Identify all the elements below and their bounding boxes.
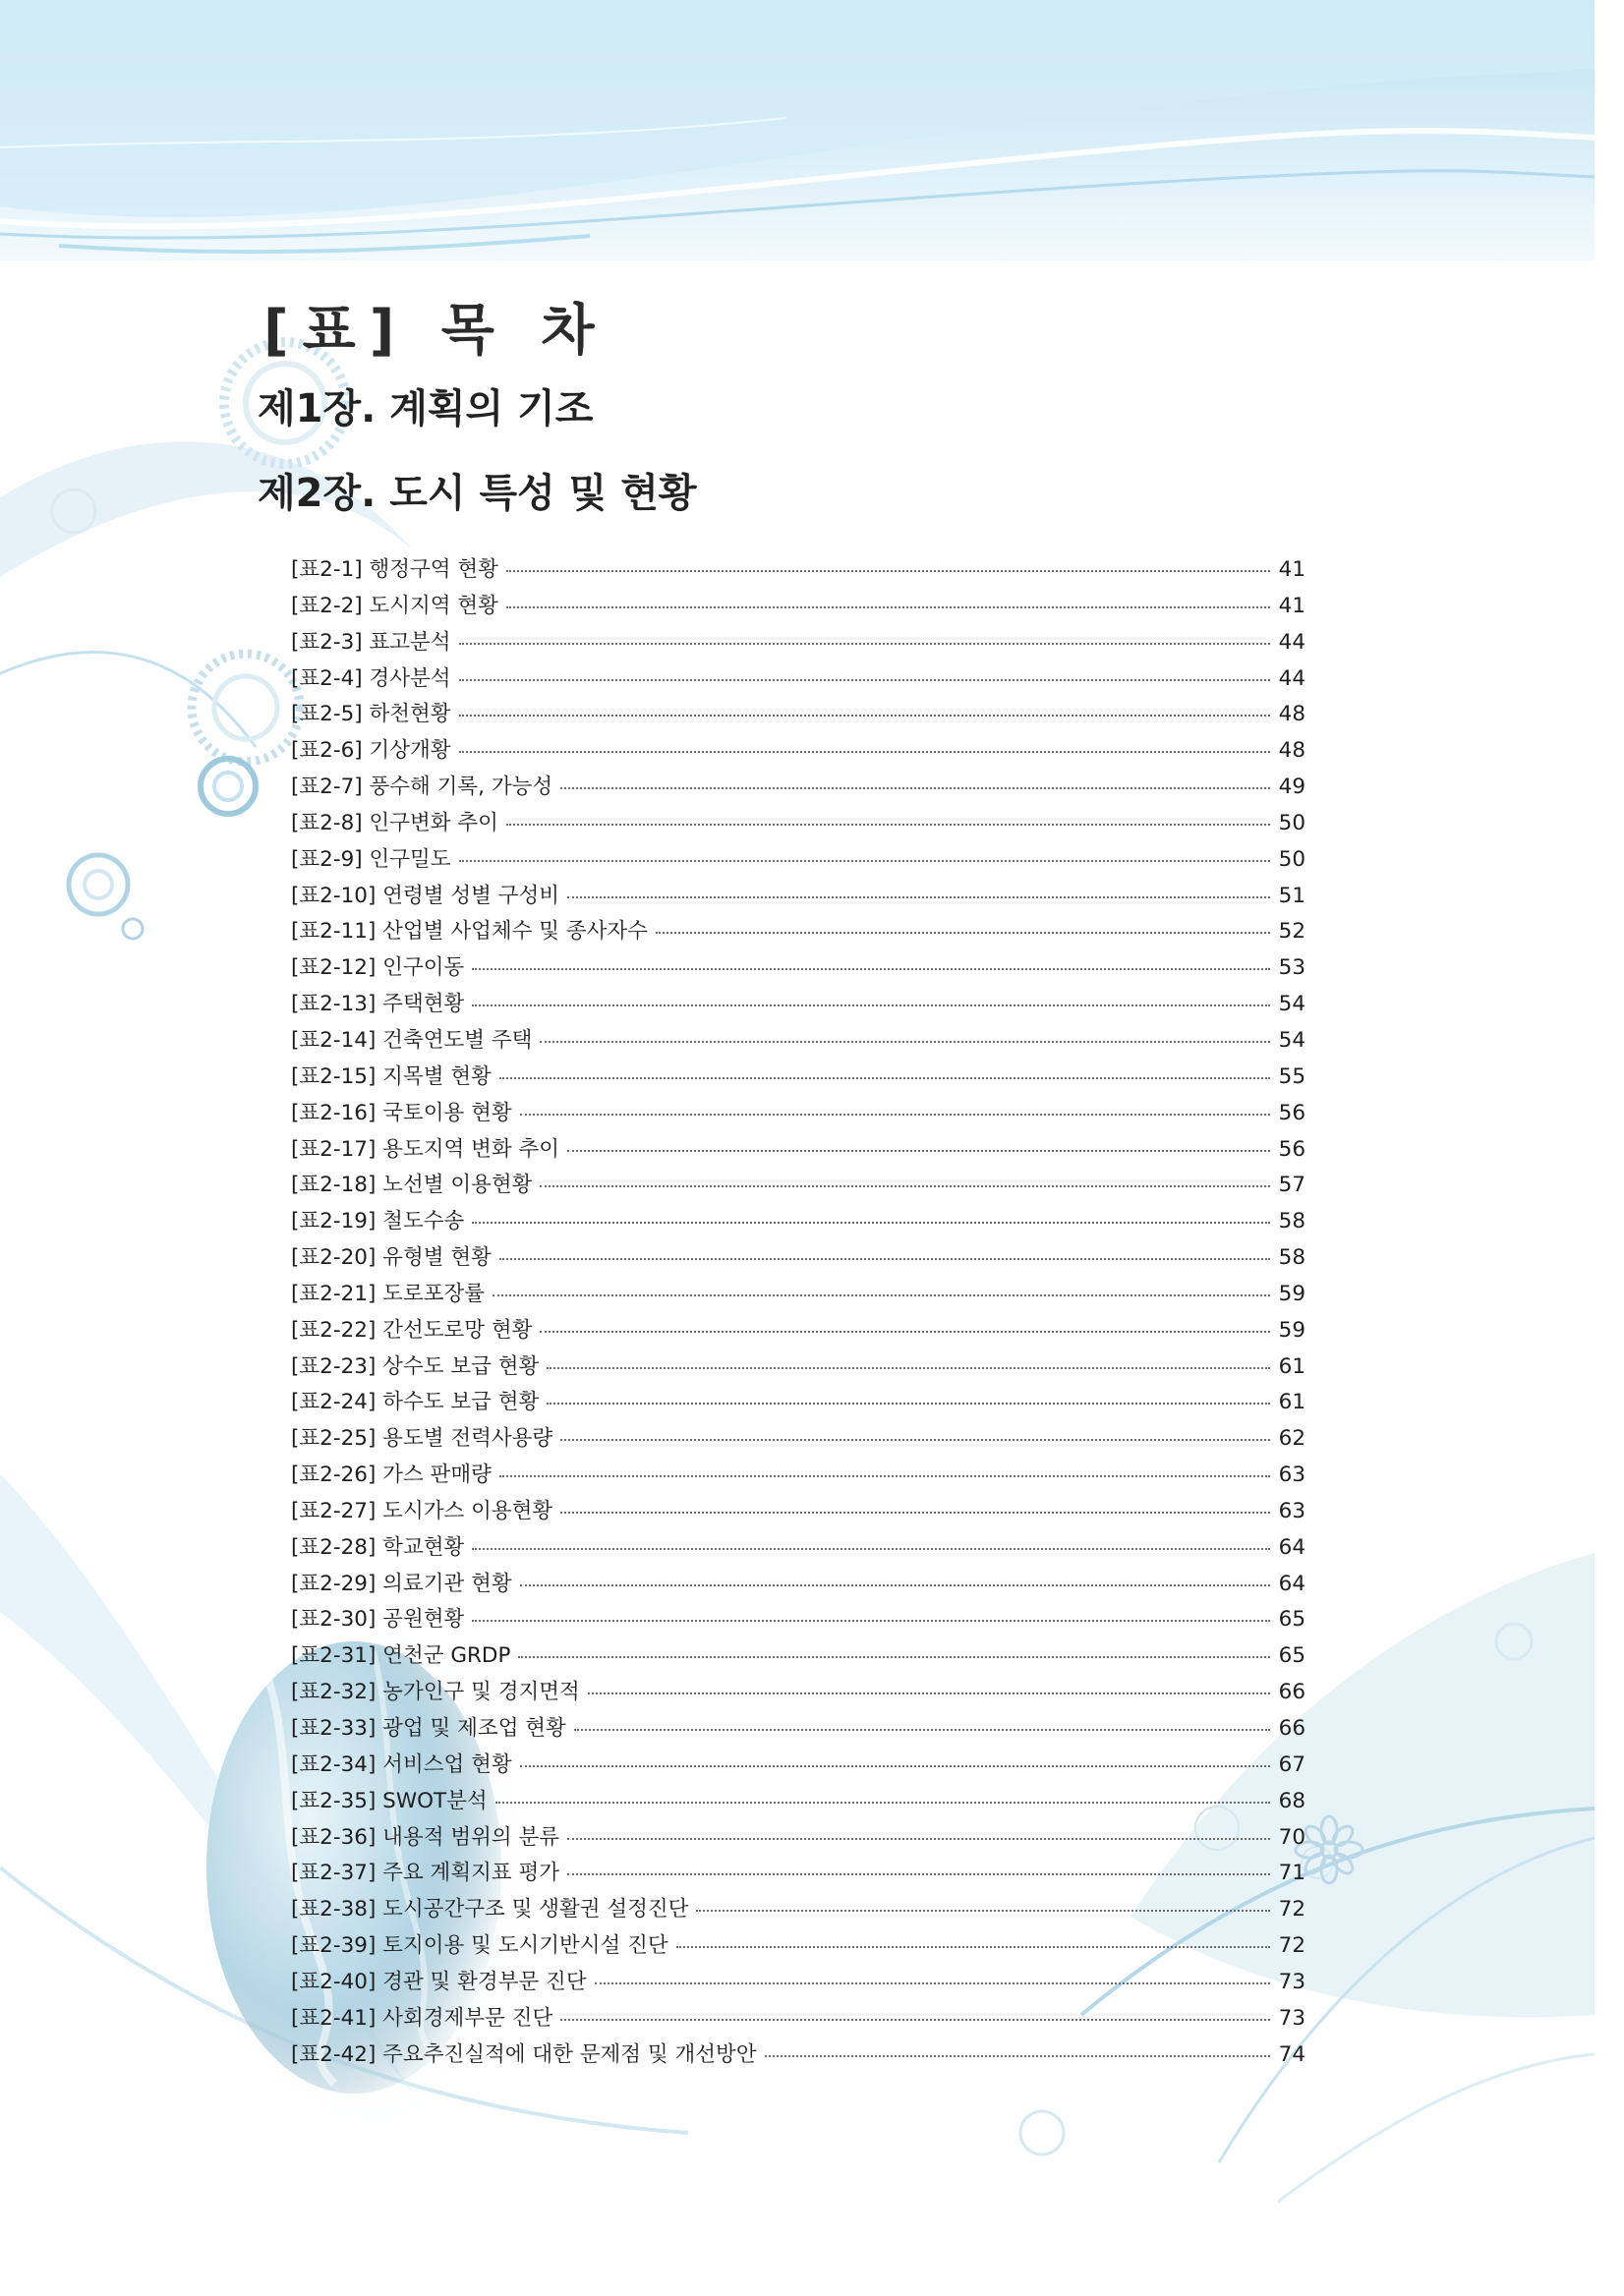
toc-entry-page-number: 61 (1278, 1390, 1305, 1415)
toc-entry-page-number: 50 (1278, 810, 1305, 835)
toc-entry[interactable] (291, 1711, 1305, 1748)
dot-leader (459, 749, 1270, 753)
toc-entry[interactable] (291, 1748, 1305, 1784)
toc-entry-page-number: 66 (1278, 1680, 1305, 1705)
toc-entry-page-number: 58 (1278, 1209, 1305, 1234)
toc-entry[interactable] (291, 2001, 1305, 2038)
toc-entry-label: [표2-2] 도시지역 현황 (291, 593, 498, 618)
toc-entry-label: [표2-24] 하수도 보급 현황 (291, 1390, 540, 1415)
toc-entry-page-number: 70 (1278, 1824, 1305, 1850)
toc-entry-page-number: 71 (1278, 1861, 1305, 1886)
toc-entry-label: [표2-17] 용도지역 변화 추이 (291, 1136, 559, 1162)
dot-leader (547, 1365, 1270, 1369)
toc-entry-label: [표2-42] 주요추진실적에 대한 문제점 및 개선방안 (291, 2041, 757, 2067)
toc-entry-page-number: 63 (1278, 1463, 1305, 1488)
dot-leader (540, 1183, 1270, 1187)
toc-entry-label: [표2-10] 연령별 성별 구성비 (291, 883, 559, 908)
toc-entry-label: [표2-11] 산업별 사업체수 및 종사자수 (291, 919, 648, 945)
toc-entry-page-number: 56 (1278, 1100, 1305, 1125)
toc-entry-label: [표2-30] 공원현황 (291, 1607, 465, 1633)
dot-leader (459, 677, 1270, 681)
toc-entry-label: [표2-36] 내용적 범위의 분류 (291, 1824, 559, 1850)
toc-entry-page-number: 63 (1278, 1498, 1305, 1523)
toc-entry[interactable] (291, 1820, 1305, 1857)
dot-leader (520, 1763, 1270, 1767)
toc-entry-label: [표2-26] 가스 판매량 (291, 1463, 492, 1488)
dot-leader (472, 966, 1270, 970)
dot-leader (567, 1148, 1270, 1152)
toc-entry-page-number: 41 (1278, 557, 1305, 582)
toc-entry-page-number: 72 (1278, 1897, 1305, 1923)
toc-entry-page-number: 44 (1278, 629, 1305, 655)
toc-entry-label: [표2-3] 표고분석 (291, 629, 451, 655)
dot-leader (560, 785, 1270, 789)
toc-entry-label: [표2-22] 간선도로망 현황 (291, 1317, 533, 1343)
toc-entry[interactable] (291, 1494, 1305, 1530)
toc-entry-label: [표2-23] 상수도 보급 현황 (291, 1353, 540, 1379)
toc-entry-page-number: 59 (1278, 1281, 1305, 1306)
toc-entry[interactable] (291, 697, 1305, 733)
toc-entry-label: [표2-15] 지목별 현황 (291, 1063, 492, 1089)
dot-leader (499, 1473, 1270, 1477)
toc-entry-page-number: 65 (1278, 1643, 1305, 1669)
toc-entry-label: [표2-20] 유형별 현황 (291, 1245, 492, 1271)
toc-entry-label: [표2-34] 서비스업 현황 (291, 1751, 512, 1777)
toc-entry[interactable] (291, 1023, 1305, 1060)
toc-entry-label: [표2-9] 인구밀도 (291, 846, 451, 872)
dot-leader (588, 1691, 1270, 1694)
toc-entry-label: [표2-39] 토지이용 및 도시기반시설 진단 (291, 1933, 668, 1959)
toc-entry[interactable] (291, 1602, 1305, 1638)
dot-leader (459, 713, 1270, 717)
toc-entry-page-number: 57 (1278, 1173, 1305, 1198)
toc-entry-label: [표2-38] 도시공간구조 및 생활권 설정진단 (291, 1897, 689, 1923)
dot-leader (499, 1075, 1270, 1079)
toc-entry-page-number: 58 (1278, 1245, 1305, 1271)
toc-entry[interactable] (291, 589, 1305, 625)
toc-entry-label: [표2-32] 농가인구 및 경지면적 (291, 1680, 580, 1705)
toc-entry-label: [표2-12] 인구이동 (291, 955, 465, 981)
toc-entry-label: [표2-27] 도시가스 이용현황 (291, 1498, 553, 1523)
toc-entry-label: [표2-28] 학교현황 (291, 1534, 465, 1560)
toc-entry-label: [표2-21] 도로포장률 (291, 1281, 486, 1306)
toc-entry[interactable] (291, 733, 1305, 770)
dot-leader (520, 1582, 1270, 1586)
toc-entry-page-number: 61 (1278, 1353, 1305, 1379)
toc-entry[interactable] (291, 1458, 1305, 1494)
toc-entry-page-number: 41 (1278, 593, 1305, 618)
toc-entry[interactable] (291, 1385, 1305, 1421)
toc-entry-page-number: 48 (1278, 702, 1305, 727)
toc-entry-page-number: 52 (1278, 919, 1305, 945)
toc-entry[interactable] (291, 770, 1305, 806)
toc-entry-page-number: 56 (1278, 1136, 1305, 1162)
toc-entry[interactable] (291, 552, 1305, 589)
dot-leader (493, 1292, 1270, 1296)
chapter-1-heading: 제1장. 계획의 기조 (258, 386, 594, 431)
dot-leader (560, 2017, 1270, 2021)
toc-entry[interactable] (291, 879, 1305, 915)
toc-entry-label: [표2-8] 인구변화 추이 (291, 810, 498, 835)
dot-leader (567, 1871, 1270, 1875)
toc-entry-page-number: 73 (1278, 1969, 1305, 1994)
toc-entry-label: [표2-1] 행정구역 현황 (291, 557, 498, 582)
toc-entry-label: [표2-4] 경사분석 (291, 665, 451, 691)
dot-leader (459, 641, 1270, 645)
dot-leader (506, 822, 1270, 826)
toc-entry-label: [표2-40] 경관 및 환경부문 진단 (291, 1969, 587, 1994)
dot-leader (765, 2053, 1270, 2057)
toc-entry-label: [표2-33] 광업 및 제조업 현황 (291, 1716, 566, 1741)
toc-entry-page-number: 50 (1278, 846, 1305, 872)
toc-entry[interactable] (291, 625, 1305, 661)
toc-entry-label: [표2-13] 주택현황 (291, 992, 465, 1017)
dot-leader (574, 1727, 1270, 1731)
dot-leader (560, 1437, 1270, 1441)
toc-entry[interactable] (291, 1530, 1305, 1567)
toc-entry[interactable] (291, 661, 1305, 698)
toc-entry[interactable] (291, 1928, 1305, 1965)
toc-entry[interactable] (291, 1567, 1305, 1603)
dot-leader (472, 1618, 1270, 1622)
dot-leader (472, 1220, 1270, 1224)
toc-entry[interactable] (291, 1060, 1305, 1096)
toc-entry-page-number: 74 (1278, 2041, 1305, 2067)
dot-leader (472, 1003, 1270, 1006)
toc-entry-label: [표2-14] 건축연도별 주택 (291, 1027, 533, 1053)
toc-entry-label: [표2-29] 의료기관 현황 (291, 1571, 512, 1596)
dot-leader (547, 1401, 1270, 1405)
toc-entry[interactable] (291, 1168, 1305, 1204)
dot-leader (506, 604, 1270, 608)
dot-leader (595, 1980, 1270, 1984)
toc-entry-label: [표2-7] 풍수해 기록, 가능성 (291, 775, 553, 800)
toc-entry[interactable] (291, 1349, 1305, 1386)
toc-entry[interactable] (291, 1638, 1305, 1675)
dot-leader (567, 1836, 1270, 1840)
toc-entry-label: [표2-6] 기상개황 (291, 738, 451, 764)
dot-leader (540, 1329, 1270, 1333)
toc-entry-page-number: 55 (1278, 1063, 1305, 1089)
toc-entry-page-number: 54 (1278, 1027, 1305, 1053)
toc-entry-page-number: 59 (1278, 1317, 1305, 1343)
chapter-2-heading: 제2장. 도시 특성 및 현황 (258, 471, 697, 516)
toc-entry[interactable] (291, 1421, 1305, 1458)
toc-entry[interactable] (291, 1965, 1305, 2001)
document-title: [표] 목 차 (263, 299, 609, 363)
dot-leader (540, 1039, 1270, 1043)
toc-entry-page-number: 72 (1278, 1933, 1305, 1959)
toc-entry-label: [표2-18] 노선별 이용현황 (291, 1173, 533, 1198)
toc-entry[interactable] (291, 1313, 1305, 1349)
dot-leader (676, 1944, 1270, 1948)
dot-leader (560, 1510, 1270, 1514)
toc-entry[interactable] (291, 1204, 1305, 1240)
toc-entry-page-number: 48 (1278, 738, 1305, 764)
dot-leader (506, 568, 1270, 572)
dot-leader (656, 930, 1270, 934)
toc-entry-label: [표2-25] 용도별 전력사용량 (291, 1426, 553, 1452)
toc-entry-page-number: 67 (1278, 1751, 1305, 1777)
toc-entry-page-number: 44 (1278, 665, 1305, 691)
dot-leader (499, 1256, 1270, 1260)
toc-entry-page-number: 51 (1278, 883, 1305, 908)
toc-entry[interactable] (291, 1892, 1305, 1928)
dot-leader (567, 894, 1270, 898)
toc-entry[interactable] (291, 1675, 1305, 1711)
toc-entry-page-number: 53 (1278, 955, 1305, 981)
dot-leader (495, 1800, 1270, 1804)
toc-entry[interactable] (291, 1277, 1305, 1313)
toc-entry-label: [표2-31] 연천군 GRDP (291, 1643, 511, 1669)
dot-leader (696, 1908, 1270, 1912)
toc-entry-page-number: 64 (1278, 1534, 1305, 1560)
dot-leader (518, 1654, 1270, 1658)
toc-entry-page-number: 64 (1278, 1571, 1305, 1596)
toc-entry-label: [표2-37] 주요 계획지표 평가 (291, 1861, 559, 1886)
toc-entry[interactable] (291, 950, 1305, 987)
dot-leader (520, 1112, 1270, 1116)
toc-entry-page-number: 65 (1278, 1607, 1305, 1633)
toc-entry-page-number: 54 (1278, 992, 1305, 1017)
toc-entry[interactable] (291, 2038, 1305, 2074)
dot-leader (472, 1546, 1270, 1550)
toc-entry[interactable] (291, 1240, 1305, 1277)
toc-entry[interactable] (291, 1132, 1305, 1169)
table-of-contents-list (291, 552, 1305, 2073)
toc-entry[interactable] (291, 1784, 1305, 1820)
toc-entry-page-number: 73 (1278, 2005, 1305, 2031)
dot-leader (459, 858, 1270, 862)
toc-entry[interactable] (291, 987, 1305, 1023)
toc-entry[interactable] (291, 1096, 1305, 1132)
toc-entry-page-number: 66 (1278, 1716, 1305, 1741)
toc-entry-label: [표2-19] 철도수송 (291, 1209, 465, 1234)
toc-entry[interactable] (291, 914, 1305, 950)
toc-entry-page-number: 49 (1278, 775, 1305, 800)
toc-entry-label: [표2-16] 국토이용 현황 (291, 1100, 512, 1125)
toc-entry[interactable] (291, 842, 1305, 879)
toc-entry-label: [표2-41] 사회경제부문 진단 (291, 2005, 553, 2031)
toc-entry-label: [표2-35] SWOT분석 (291, 1788, 488, 1813)
toc-entry-label: [표2-5] 하천현황 (291, 702, 451, 727)
toc-entry-page-number: 62 (1278, 1426, 1305, 1452)
toc-entry[interactable] (291, 1856, 1305, 1892)
toc-entry[interactable] (291, 806, 1305, 842)
toc-entry-page-number: 68 (1278, 1788, 1305, 1813)
